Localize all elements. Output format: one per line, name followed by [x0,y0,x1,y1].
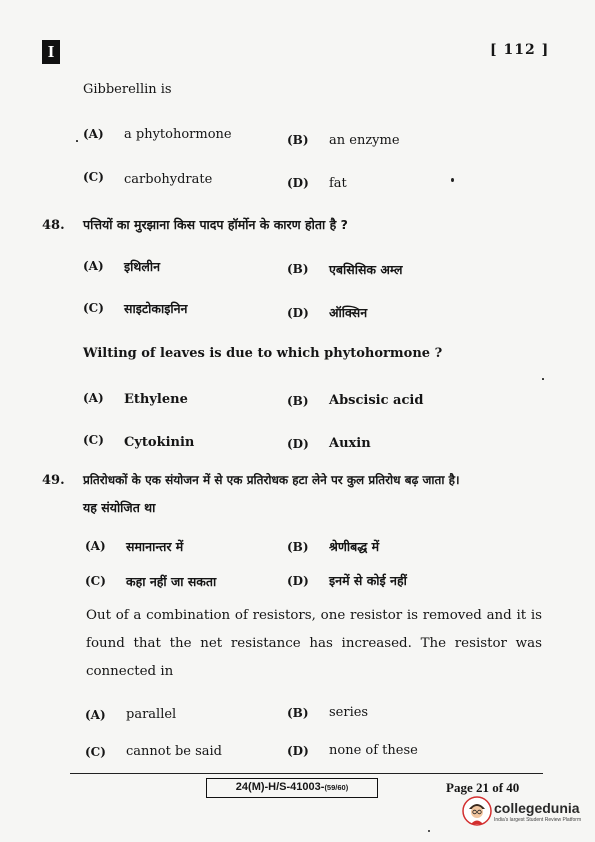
q48-hindi-option-b-letter: (B) [287,262,309,276]
q48-english-option-b-letter: (B) [287,394,309,408]
section-badge: I [42,40,60,64]
q49-hindi-option-a-text: समानान्तर में [126,539,184,554]
q47-option-c-text: carbohydrate [124,172,213,187]
q48-hindi-option-c-letter: (C) [83,301,104,315]
q48-hindi-option-a-letter: (A) [83,259,104,273]
q47-option-c-letter: (C) [83,170,104,184]
q48-english-option-b-text: Abscisic acid [329,393,424,408]
q49-hindi-option-b-letter: (B) [287,540,309,554]
q47-option-b-letter: (B) [287,133,309,147]
q48-hindi-option-d-letter: (D) [287,306,309,320]
watermark-tagline: India's largest Student Review Platform [494,817,582,823]
q48-english-option-d-letter: (D) [287,437,309,451]
q48-english-option-a-letter: (A) [83,391,104,405]
q49-hindi-option-a-letter: (A) [85,539,106,553]
paper-code-sub: (59/60) [324,783,349,792]
q49-english-option-b-text: series [329,705,369,720]
collegedunia-watermark [462,796,590,832]
q49-hindi-line-1: प्रतिरोधकों के एक संयोजन में से एक प्रतिरोधक हटा लेने पर कुल प्रतिरोध बढ़ जाता है। [83,473,460,487]
q49-english-option-a-letter: (A) [85,708,106,722]
q47-intro: Gibberellin is [83,82,172,97]
q49-english-question: Out of a combination of resistors, one resistor is removed and it is found that the net resistance has increased. The resistor was connected in [86,608,542,679]
q48-english-option-c-letter: (C) [83,433,104,447]
q47-option-d-text: fat [329,176,347,191]
q49-hindi-line-2: यह संयोजित था [83,500,156,515]
q49-english-option-a-text: parallel [126,707,177,722]
q49-number: 49. [42,473,65,488]
q48-hindi-option-a-text: इथिलीन [124,259,161,274]
q49-hindi-option-d-letter: (D) [287,574,309,588]
q49-hindi-option-c-letter: (C) [85,574,106,588]
q48-number: 48. [42,218,65,233]
q48-english-option-a-text: Ethylene [124,392,188,407]
scan-speck [76,140,78,142]
q48-english-option-d-text: Auxin [329,436,371,451]
page-mark: [ 112 ] [490,42,550,58]
q48-hindi-option-c-text: साइटोकाइनिन [124,301,188,316]
paper-code: 24(M)-H/S-41003- [235,781,325,793]
q49-hindi-option-d-text: इनमें से कोई नहीं [329,573,407,588]
q47-option-a-text: a phytohormone [124,127,232,142]
watermark-name: collegedunia [494,800,580,816]
page-number-label: Page 21 of 40 [446,780,520,795]
q49-english-option-d-text: none of these [329,743,418,758]
footer-rule [70,773,543,774]
q48-hindi-option-d-text: ऑक्सिन [329,305,368,320]
q48-english-question: Wilting of leaves is due to which phytohormone ? [83,346,443,361]
q47-option-b-text: an enzyme [329,133,400,148]
q49-english-option-d-letter: (D) [287,744,309,758]
q48-hindi-option-b-text: एबसिसिक अम्ल [329,262,403,277]
q49-english-option-c-letter: (C) [85,745,106,759]
q47-option-a-letter: (A) [83,127,104,141]
paper-code-box [206,778,378,798]
q48-hindi-question: पत्तियों का मुरझाना किस पादप हॉर्मोन के कारण होता है ? [83,217,348,232]
scan-speck [451,178,454,182]
student-avatar-icon [462,796,492,826]
q47-option-d-letter: (D) [287,176,309,190]
q49-english-option-b-letter: (B) [287,706,309,720]
scan-speck [542,378,544,380]
q49-english-option-c-text: cannot be said [126,744,223,759]
q49-hindi-option-b-text: श्रेणीबद्ध में [329,539,380,554]
q48-english-option-c-text: Cytokinin [124,435,195,450]
q49-hindi-option-c-text: कहा नहीं जा सकता [126,574,217,589]
scan-speck [428,830,430,832]
